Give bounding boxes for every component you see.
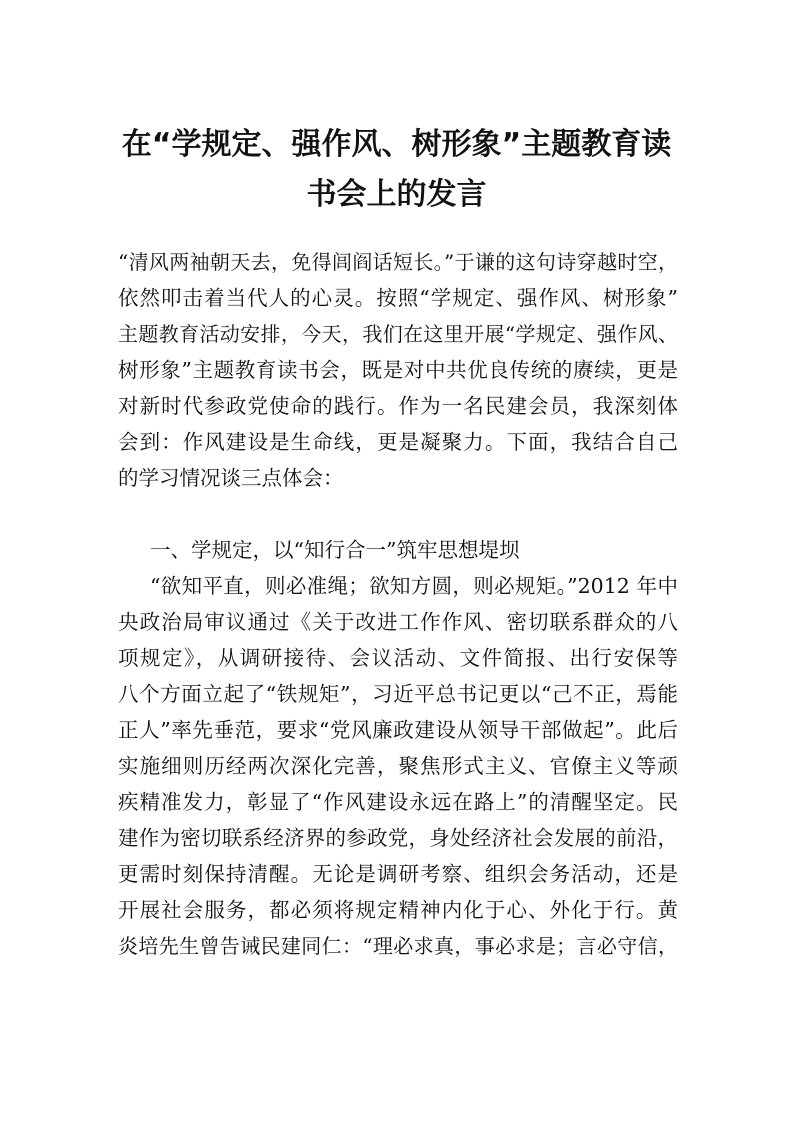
- paragraph-line: 对新时代参政党使命的践行。作为一名民建会员，我深刻体: [118, 394, 678, 418]
- paragraph-line: 的学习情况谈三点体会：: [118, 466, 344, 490]
- section-heading: 一、学规定，以“知行合一”筑牢思想堤坝: [150, 538, 520, 562]
- paragraph-line: 八个方面立起了“铁规矩”，习近平总书记更以“己不正，焉能: [118, 682, 678, 706]
- paragraph-line: 主题教育活动安排，今天，我们在这里开展“学规定、强作风、: [118, 322, 678, 346]
- paragraph-line: 依然叩击着当代人的心灵。按照“学规定、强作风、树形象”: [118, 286, 678, 310]
- document-title-line-1: 在“学规定、强作风、树形象”主题教育读: [121, 127, 672, 162]
- paragraph-line: 项规定》，从调研接待、会议活动、文件简报、出行安保等: [118, 646, 678, 670]
- paragraph-line: 建作为密切联系经济界的参政党，身处经济社会发展的前沿，: [118, 826, 678, 850]
- paragraph-line: 更需时刻保持清醒。无论是调研考察、组织会务活动，还是: [118, 862, 678, 886]
- paragraph-line: 正人”率先垂范，要求“党风廉政建设从领导干部做起”。此后: [118, 718, 678, 742]
- paragraph-line: “欲知平直，则必准绳；欲知方圆，则必规矩。”2012 年中: [150, 574, 678, 598]
- paragraph-line: 会到：作风建设是生命线，更是凝聚力。下面，我结合自己: [118, 430, 678, 454]
- paragraph-line: 央政治局审议通过《关于改进工作作风、密切联系群众的八: [118, 610, 678, 634]
- paragraph-line: 开展社会服务，都必须将规定精神内化于心、外化于行。黄: [118, 898, 678, 922]
- paragraph-line: 疾精准发力，彰显了“作风建设永远在路上”的清醒坚定。民: [118, 790, 678, 814]
- paragraph-line: 树形象”主题教育读书会，既是对中共优良传统的赓续，更是: [118, 358, 678, 382]
- paragraph-line: 实施细则历经两次深化完善，聚焦形式主义、官僚主义等顽: [118, 754, 678, 778]
- paragraph-line: “清风两袖朝天去，免得闾阎话短长。”于谦的这句诗穿越时空，: [118, 250, 678, 274]
- paragraph-line: 炎培先生曾告诫民建同仁：“理必求真，事必求是；言必守信，: [118, 934, 678, 958]
- document-title-line-2: 书会上的发言: [306, 177, 487, 212]
